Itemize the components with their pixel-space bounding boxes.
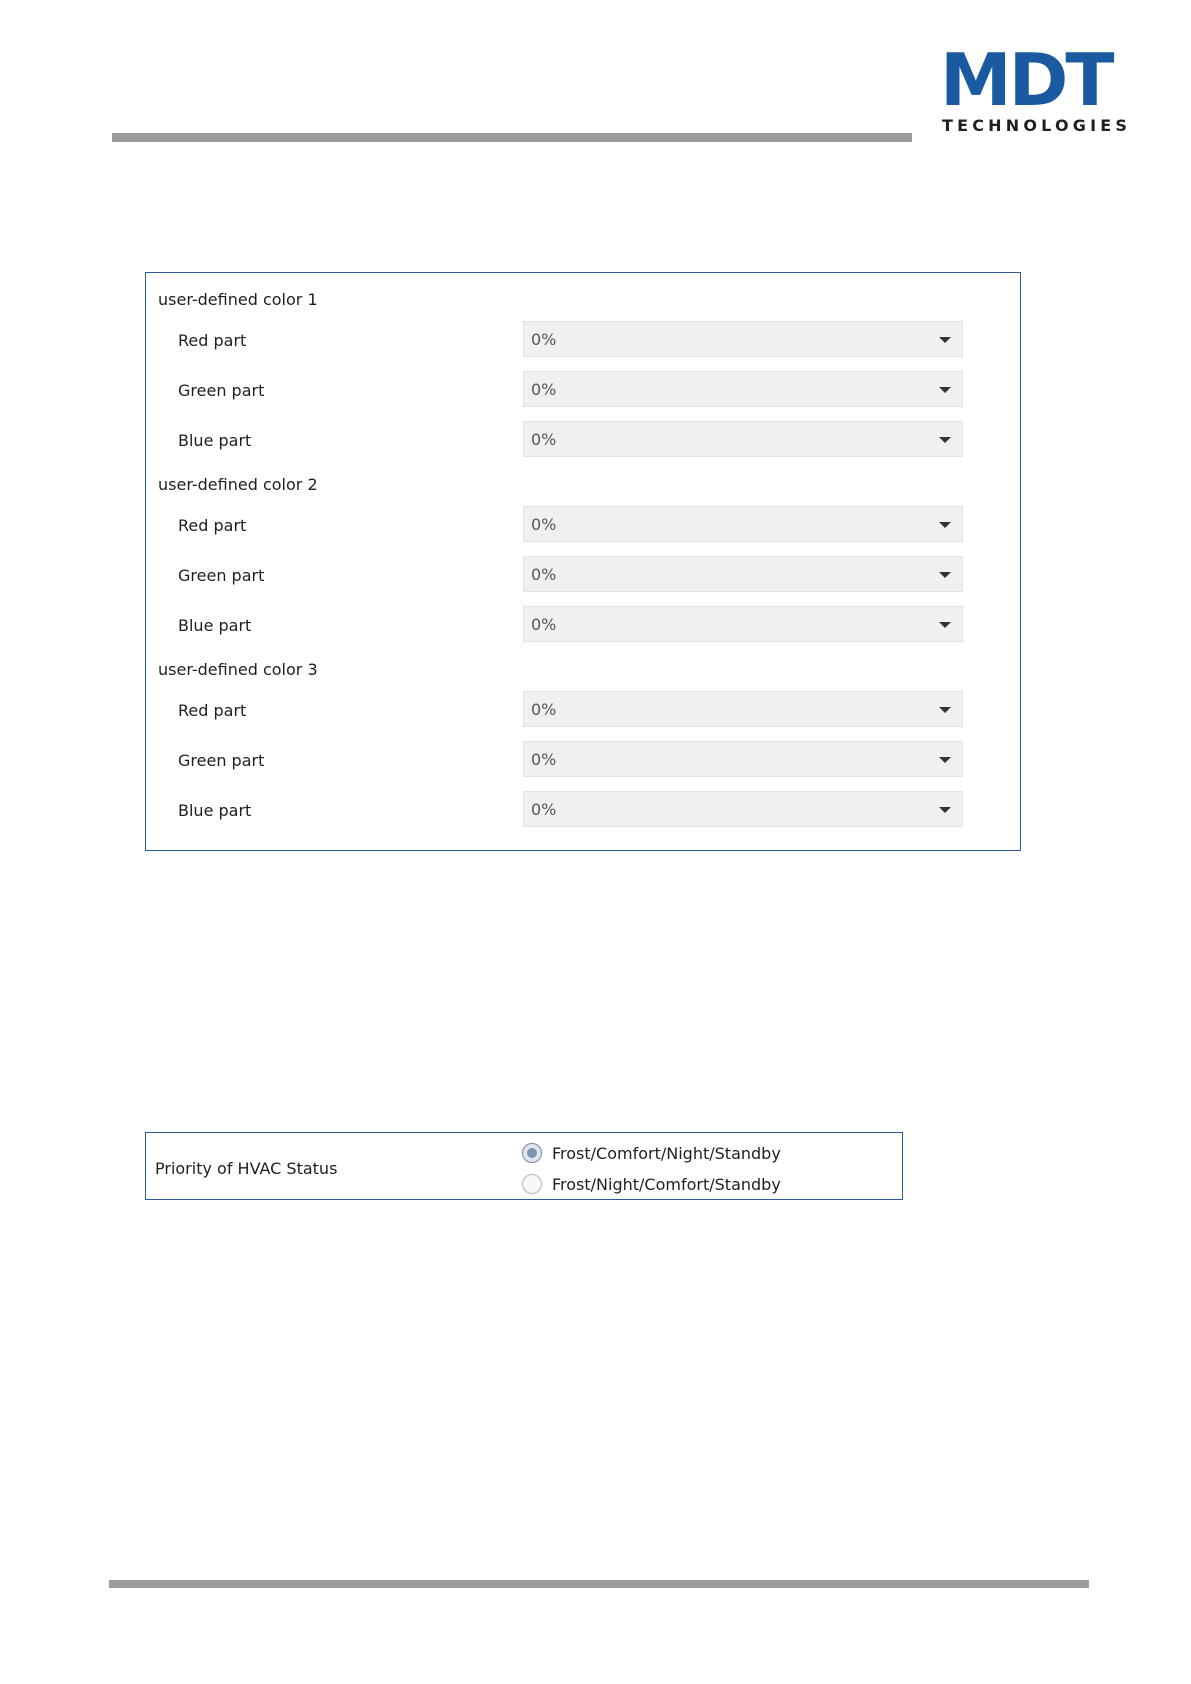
dropdown-arrow-icon <box>939 572 951 578</box>
color1-blue-select[interactable] <box>523 421 963 457</box>
mdt-logo <box>940 38 1132 135</box>
dropdown-arrow-icon <box>939 387 951 393</box>
select-value: 0% <box>531 565 557 584</box>
dropdown-arrow-icon <box>939 437 951 443</box>
row-label-green: Green part <box>178 751 265 770</box>
select-value: 0% <box>531 380 557 399</box>
color3-red-select[interactable] <box>523 691 963 727</box>
dropdown-arrow-icon <box>939 707 951 713</box>
select-value: 0% <box>531 515 557 534</box>
group-title-color-1: user-defined color 1 <box>158 290 318 309</box>
header-divider <box>112 133 912 142</box>
row-label-blue: Blue part <box>178 801 252 820</box>
color1-red-select[interactable] <box>523 321 963 357</box>
logo-subtext: TECHNOLOGIES <box>942 116 1132 135</box>
dropdown-arrow-icon <box>939 622 951 628</box>
color-settings-panel <box>145 272 1021 851</box>
color2-green-select[interactable] <box>523 556 963 592</box>
hvac-priority-label: Priority of HVAC Status <box>155 1159 338 1178</box>
select-value: 0% <box>531 700 557 719</box>
color3-blue-select[interactable] <box>523 791 963 827</box>
group-title-color-3: user-defined color 3 <box>158 660 318 679</box>
select-value: 0% <box>531 330 557 349</box>
logo-wordmark: MDT <box>940 38 1112 122</box>
dropdown-arrow-icon <box>939 522 951 528</box>
radio-label: Frost/Comfort/Night/Standby <box>552 1144 781 1163</box>
hvac-priority-panel <box>145 1132 903 1200</box>
dropdown-arrow-icon <box>939 337 951 343</box>
dropdown-arrow-icon <box>939 757 951 763</box>
row-label-green: Green part <box>178 566 265 585</box>
row-label-blue: Blue part <box>178 431 252 450</box>
radio-unchecked-icon[interactable] <box>522 1174 542 1194</box>
color3-green-select[interactable] <box>523 741 963 777</box>
group-title-color-2: user-defined color 2 <box>158 475 318 494</box>
select-value: 0% <box>531 750 557 769</box>
row-label-red: Red part <box>178 516 247 535</box>
color2-blue-select[interactable] <box>523 606 963 642</box>
color1-green-select[interactable] <box>523 371 963 407</box>
select-value: 0% <box>531 800 557 819</box>
select-value: 0% <box>531 430 557 449</box>
color2-red-select[interactable] <box>523 506 963 542</box>
row-label-green: Green part <box>178 381 265 400</box>
footer-divider <box>109 1580 1089 1588</box>
select-value: 0% <box>531 615 557 634</box>
row-label-red: Red part <box>178 701 247 720</box>
radio-label: Frost/Night/Comfort/Standby <box>552 1175 781 1194</box>
row-label-blue: Blue part <box>178 616 252 635</box>
radio-checked-icon[interactable] <box>522 1143 542 1163</box>
dropdown-arrow-icon <box>939 807 951 813</box>
row-label-red: Red part <box>178 331 247 350</box>
